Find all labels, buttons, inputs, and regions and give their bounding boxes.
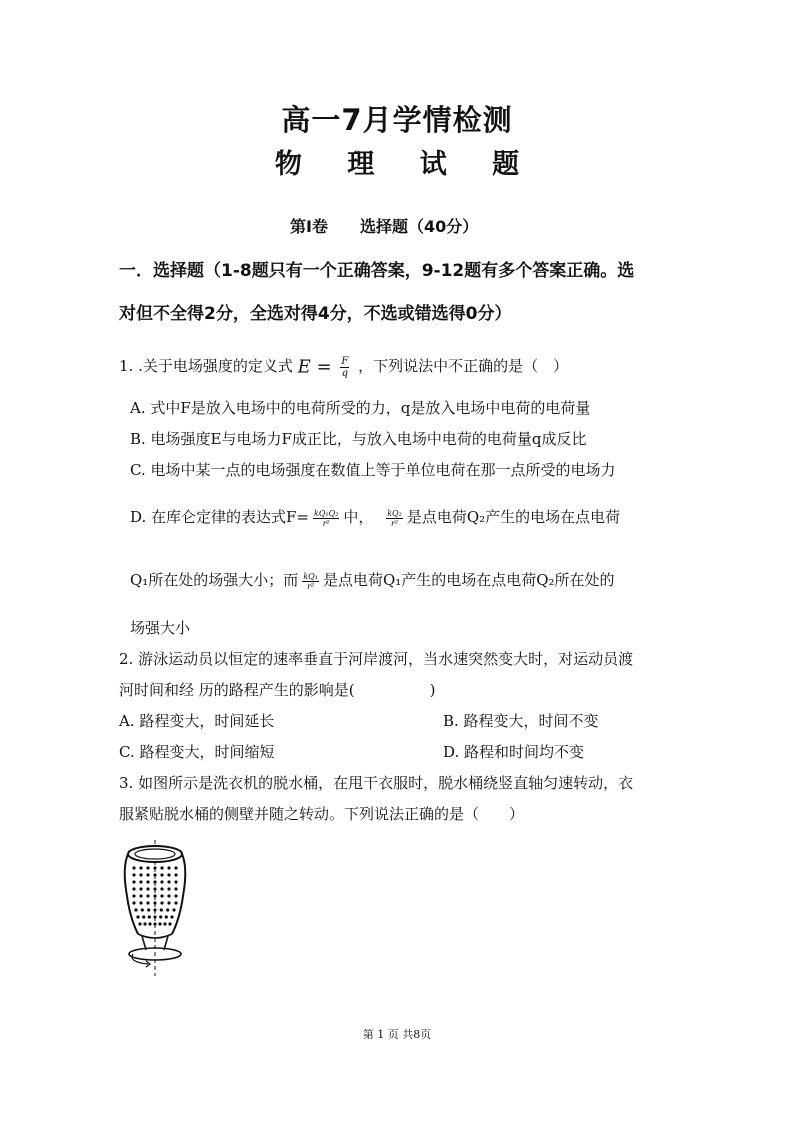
q1-option-d-line2 — [130, 569, 615, 591]
drum-hole — [153, 908, 156, 911]
drum-hole — [143, 922, 146, 925]
question-3-stem-line1: 3. 如图所示是洗衣机的脱水桶，在甩干衣服时，脱水桶绕竖直轴匀速转动，衣 — [119, 774, 634, 792]
drum-hole — [165, 915, 168, 918]
drum-hole — [134, 908, 137, 911]
drum-hole — [172, 908, 175, 911]
drum-hole — [139, 880, 142, 883]
q1-formula-numerator: F — [341, 355, 349, 367]
drum-hole — [153, 922, 156, 925]
drum-hole — [159, 915, 162, 918]
drum-hole — [153, 894, 156, 897]
coulomb-numerator: kQ₁Q₂ — [314, 508, 339, 518]
field-q1-fraction — [302, 572, 319, 591]
q1-d-text4: Q₁所在处的场强大小；而 — [130, 571, 299, 589]
drum-hole — [174, 894, 177, 897]
section-instructions-line2: 对但不全得2分，全选对得4分，不选或错选得0分） — [119, 304, 512, 324]
drum-hole — [132, 894, 135, 897]
drum-hole — [139, 894, 142, 897]
drum-hole — [163, 922, 166, 925]
page-subtitle: 物 理 试 题 — [274, 149, 538, 180]
drum-hole — [146, 873, 149, 876]
drum-hole — [160, 894, 163, 897]
drum-hole — [132, 880, 135, 883]
drum-hole — [148, 915, 151, 918]
drum-hole — [160, 873, 163, 876]
drum-hole — [139, 873, 142, 876]
drum-hole — [160, 880, 163, 883]
question-1-stem — [119, 355, 568, 379]
drum-hole — [138, 922, 141, 925]
field-q1-numerator: kQ₁ — [303, 571, 318, 581]
q1-formula-denominator: q — [341, 367, 349, 379]
drum-hole — [153, 901, 156, 904]
q1-d-text1: D. 在库仑定律的表达式F= — [130, 508, 310, 526]
drum-hole — [167, 901, 170, 904]
question-2-stem-line2: 河时间和经 历的路程产生的影响是( ) — [119, 681, 436, 699]
drum-hole — [148, 922, 151, 925]
field-q2-fraction — [386, 509, 403, 528]
drum-hole — [132, 901, 135, 904]
drum-hole — [153, 873, 156, 876]
drum-hole — [153, 880, 156, 883]
drum-hole — [167, 880, 170, 883]
drum-hole — [160, 887, 163, 890]
drum-hole — [146, 894, 149, 897]
q2-option-d: D. 路程和时间均不变 — [443, 743, 585, 761]
drum-hole — [132, 873, 135, 876]
drum-hole — [146, 887, 149, 890]
section-instructions-line1: 一．选择题（1-8题只有一个正确答案，9-12题有多个答案正确。选 — [119, 261, 635, 281]
question-3-stem-line2: 服紧贴脱水桶的侧壁并随之转动。下列说法正确的是（ ） — [119, 805, 525, 823]
drum-hole — [136, 915, 139, 918]
page-title: 高一7月学情检测 — [281, 103, 513, 137]
drum-hole — [139, 901, 142, 904]
drum-hole — [158, 922, 161, 925]
drum-hole — [167, 887, 170, 890]
q1-formula-fraction — [340, 356, 349, 379]
q1-formula-lhs: E = — [297, 356, 332, 378]
drum-hole — [167, 894, 170, 897]
q1-option-c: C. 电场中某一点的电场强度在数值上等于单位电荷在那一点所受的电场力 — [130, 461, 616, 479]
drum-hole — [153, 866, 156, 869]
drum-hole — [132, 887, 135, 890]
drum-hole — [153, 915, 156, 918]
drum-hole — [174, 866, 177, 869]
drum-hole — [168, 922, 171, 925]
q1-option-a: A. 式中F是放入电场中的电荷所受的力，q是放入电场中电荷的电荷量 — [130, 399, 591, 417]
volume-heading: 第Ⅰ卷 选择题（40分） — [290, 217, 479, 236]
drum-hole — [147, 908, 150, 911]
drum-hole — [167, 873, 170, 876]
drum-hole — [160, 901, 163, 904]
drum-hole — [174, 880, 177, 883]
q1-d-text2: 中， — [343, 508, 374, 526]
coulomb-law-fraction — [313, 509, 339, 528]
q1-option-b: B. 电场强度E与电场力F成正比，与放入电场中电荷的电荷量q成反比 — [130, 430, 587, 448]
drum-hole — [174, 901, 177, 904]
drum-hole — [142, 915, 145, 918]
coulomb-denominator: r² — [322, 518, 330, 528]
drum-hole — [174, 873, 177, 876]
q2-option-c: C. 路程变大，时间缩短 — [119, 743, 275, 761]
drum-hole — [170, 915, 173, 918]
question-2-stem-line1: 2. 游泳运动员以恒定的速率垂直于河岸渡河，当水速突然变大时，对运动员渡 — [119, 650, 634, 668]
q1-option-d-line3: 场强大小 — [130, 619, 191, 637]
q1-d-text5: 是点电荷Q₁产生的电场在点电荷Q₂所在处的 — [322, 571, 615, 589]
drum-hole — [146, 866, 149, 869]
q1-suffix: ，下列说法中不正确的是（ ） — [358, 357, 569, 375]
spin-dryer-drum-icon — [118, 838, 198, 978]
field-q2-numerator: kQ₂ — [387, 508, 402, 518]
drum-hole — [146, 880, 149, 883]
drum-hole — [153, 887, 156, 890]
q1-prefix: 1. .关于电场强度的定义式 — [119, 357, 293, 375]
drum-hole — [132, 866, 135, 869]
drum-hole — [167, 866, 170, 869]
drum-hole — [139, 887, 142, 890]
q1-option-d-line1 — [130, 506, 620, 528]
q1-d-text3: 是点电荷Q₂产生的电场在点电荷 — [406, 508, 621, 526]
drum-hole — [160, 908, 163, 911]
q2-option-b: B. 路程变大，时间不变 — [443, 712, 599, 730]
drum-hole — [160, 866, 163, 869]
field-q1-denominator: r² — [307, 581, 315, 591]
field-q2-denominator: r² — [391, 518, 399, 528]
drum-hole — [139, 866, 142, 869]
drum-hole — [174, 887, 177, 890]
q2-option-a: A. 路程变大，时间延长 — [119, 712, 275, 730]
page-number-footer: 第 1 页 共8页 — [362, 1028, 432, 1041]
drum-hole — [141, 908, 144, 911]
drum-hole — [166, 908, 169, 911]
drum-hole — [146, 901, 149, 904]
